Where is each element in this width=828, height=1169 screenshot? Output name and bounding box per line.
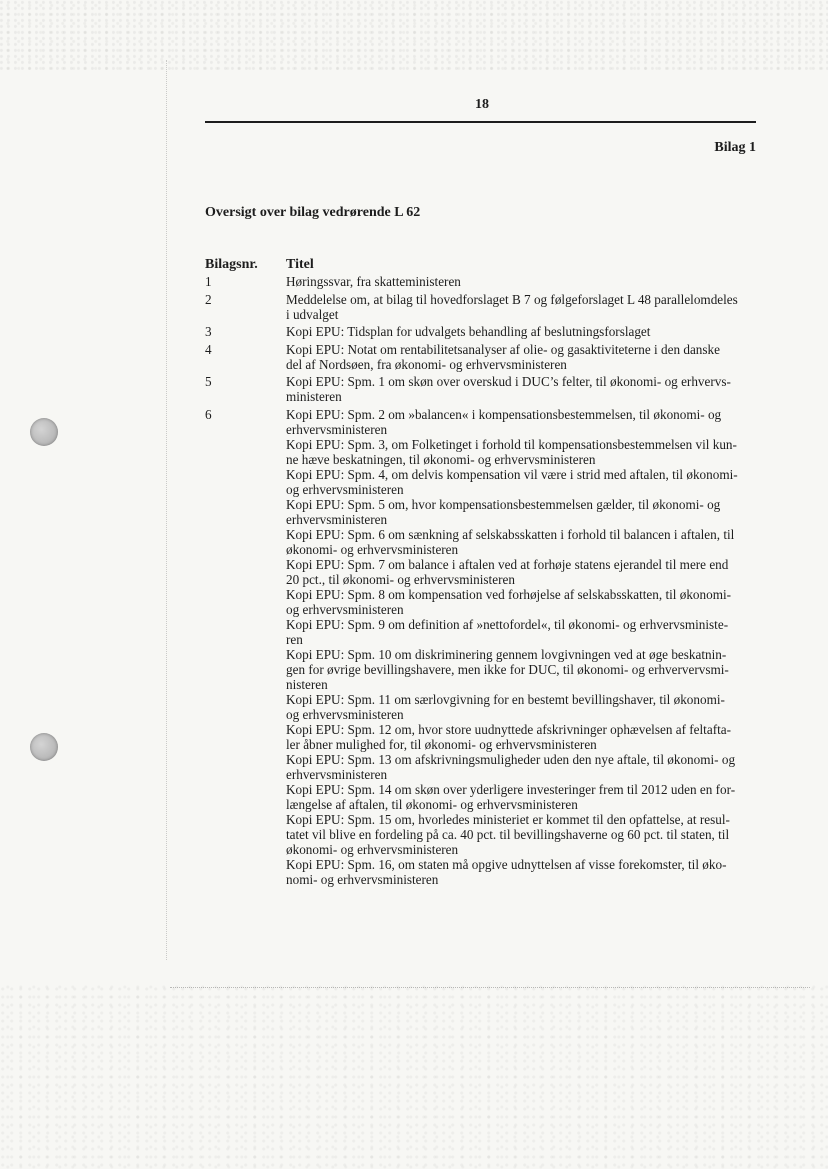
bilag-number <box>205 557 286 572</box>
scan-noise-bottom <box>0 985 828 1169</box>
bilag-number <box>205 872 286 887</box>
bilag-title-line: erhvervsministeren <box>286 766 388 782</box>
bilag-number <box>205 482 286 497</box>
bilag-number <box>205 357 286 372</box>
bilag-title-line: Kopi EPU: Spm. 12 om, hvor store uudnyttede afskrivninger ophævelsen af feltafta- <box>286 721 731 737</box>
bilag-title-line: Kopi EPU: Spm. 1 om skøn over overskud i DUC’s felter, til økonomi- og erhvervs- <box>286 374 731 389</box>
bilag-number: 3 <box>205 324 212 339</box>
bilag-number <box>205 857 286 872</box>
bilag-number <box>205 752 286 767</box>
list-item <box>205 512 758 527</box>
list-item <box>205 587 758 602</box>
bilag-title-line: Kopi EPU: Spm. 6 om sænkning af selskabsskatten i forhold til balancen i aftalen, til <box>286 526 735 542</box>
bilag-title-line: Meddelelse om, at bilag til hovedforslaget B 7 og følgeforslaget L 48 parallelomdeles <box>286 291 738 307</box>
bilag-title-line: Kopi EPU: Spm. 16, om staten må opgive udnyttelsen af visse forekomster, til øko- <box>286 856 727 872</box>
bilag-title-line: Høringssvar, fra skatteministeren <box>286 274 461 289</box>
bilag-number <box>205 632 286 647</box>
header-rule <box>205 121 756 123</box>
list-item <box>205 324 758 339</box>
list-item <box>205 437 758 452</box>
bilag-number <box>205 572 286 587</box>
list-item <box>205 632 758 647</box>
bilag-title-line: Kopi EPU: Spm. 9 om definition af »nettofordel«, til økonomi- og erhvervsministe- <box>286 616 729 632</box>
bilag-number <box>205 527 286 542</box>
bilag-number <box>205 307 286 322</box>
bilag-title-line: erhvervsministeren <box>286 511 388 527</box>
bilag-number <box>205 797 286 812</box>
column-header-title: Titel <box>286 257 314 272</box>
bilag-title-line: Kopi EPU: Spm. 8 om kompensation ved forhøjelse af selskabsskatten, til økonomi- <box>286 586 732 602</box>
bilag-label: Bilag 1 <box>714 140 756 155</box>
list-item <box>205 707 758 722</box>
list-item <box>205 482 758 497</box>
bilag-title-line: Kopi EPU: Spm. 7 om balance i aftalen ved at forhøje statens ejerandel til mere end <box>286 556 729 572</box>
bilag-title-line: del af Nordsøen, fra økonomi- og erhvervsministeren <box>286 356 567 372</box>
bilag-number <box>205 389 286 404</box>
list-item <box>205 407 758 422</box>
bilag-title-line: Kopi EPU: Spm. 14 om skøn over yderligere investeringer frem til 2012 uden en for- <box>286 781 736 797</box>
bilag-number <box>205 737 286 752</box>
bilag-title-line: i udvalget <box>286 306 339 322</box>
bilag-title-line: Kopi EPU: Spm. 2 om »balancen« i kompensationsbestemmelsen, til økonomi- og <box>286 406 722 422</box>
bilag-title-line: Kopi EPU: Tidsplan for udvalgets behandling af beslutningsforslaget <box>286 324 651 339</box>
scan-margin-line <box>166 60 167 960</box>
bilag-title-line: tatet vil blive en fordeling på ca. 40 pct. til bevillingshaverne og 60 pct. til staten, til <box>286 826 730 842</box>
list-item <box>205 389 758 404</box>
bilag-list <box>205 274 758 887</box>
column-header-number: Bilagsnr. <box>205 257 258 272</box>
bilag-number <box>205 452 286 467</box>
bilag-number <box>205 497 286 512</box>
list-item <box>205 857 758 872</box>
bilag-title-line: Kopi EPU: Spm. 4, om delvis kompensation vil være i strid med aftalen, til økonomi- <box>286 466 738 482</box>
bilag-title-line: nisteren <box>286 676 328 692</box>
bilag-number <box>205 842 286 857</box>
bilag-number <box>205 692 286 707</box>
list-item <box>205 542 758 557</box>
list-item <box>205 342 758 357</box>
list-item <box>205 572 758 587</box>
bilag-number <box>205 602 286 617</box>
bilag-title-line: Kopi EPU: Notat om rentabilitetsanalyser af olie- og gasaktiviteterne i den danske <box>286 341 720 357</box>
bilag-number <box>205 722 286 737</box>
bilag-title-line: Kopi EPU: Spm. 5 om, hvor kompensationsbestemmelsen gælder, til økonomi- og <box>286 496 721 512</box>
list-item <box>205 307 758 322</box>
bilag-number <box>205 707 286 722</box>
bilag-number <box>205 587 286 602</box>
punch-hole-lower <box>30 733 58 761</box>
bilag-number: 5 <box>205 374 212 389</box>
list-item <box>205 797 758 812</box>
bilag-title-line: Kopi EPU: Spm. 13 om afskrivningsmuligheder uden den nye aftale, til økonomi- og <box>286 751 736 767</box>
list-item <box>205 292 758 307</box>
bilag-number <box>205 467 286 482</box>
scan-noise-top <box>0 0 828 70</box>
list-item <box>205 497 758 512</box>
list-item <box>205 767 758 782</box>
list-item <box>205 617 758 632</box>
bilag-number <box>205 617 286 632</box>
bilag-title-line: ren <box>286 631 303 647</box>
list-item <box>205 842 758 857</box>
bilag-title-line: Kopi EPU: Spm. 15 om, hvorledes ministeriet er kommet til den opfattelse, at resul- <box>286 811 730 827</box>
list-item <box>205 422 758 437</box>
list-item <box>205 467 758 482</box>
list-item <box>205 677 758 692</box>
list-item <box>205 872 758 887</box>
list-item <box>205 752 758 767</box>
bilag-title-line: økonomi- og erhvervsministeren <box>286 841 459 857</box>
bilag-number: 6 <box>205 406 212 422</box>
list-item <box>205 452 758 467</box>
bilag-number: 4 <box>205 341 212 357</box>
list-item <box>205 527 758 542</box>
bilag-number <box>205 827 286 842</box>
bilag-title-line: erhvervsministeren <box>286 421 388 437</box>
bilag-title-line: 20 pct., til økonomi- og erhvervsministeren <box>286 571 515 587</box>
bilag-title-line: længelse af aftalen, til økonomi- og erhvervsministeren <box>286 796 578 812</box>
punch-hole-upper <box>30 418 58 446</box>
list-item <box>205 737 758 752</box>
list-item <box>205 827 758 842</box>
bilag-number: 2 <box>205 291 212 307</box>
bilag-title-line: og erhvervsministeren <box>286 481 404 497</box>
bilag-number <box>205 767 286 782</box>
bilag-number <box>205 677 286 692</box>
bilag-title-line: økonomi- og erhvervsministeren <box>286 541 459 557</box>
document-heading: Oversigt over bilag vedrørende L 62 <box>205 205 421 220</box>
bilag-number <box>205 437 286 452</box>
list-item <box>205 357 758 372</box>
bilag-number <box>205 812 286 827</box>
bilag-title-line: ler åbner mulighed for, til økonomi- og erhvervsministeren <box>286 736 597 752</box>
bilag-number <box>205 512 286 527</box>
bilag-title-line: nomi- og erhvervsministeren <box>286 871 439 887</box>
bilag-title-line: og erhvervsministeren <box>286 706 404 722</box>
list-item <box>205 692 758 707</box>
bilag-number <box>205 542 286 557</box>
list-item <box>205 602 758 617</box>
list-item <box>205 662 758 677</box>
list-item <box>205 274 758 289</box>
bilag-title-line: Kopi EPU: Spm. 11 om særlovgivning for en bestemt bevillingshaver, til økonomi- <box>286 691 725 707</box>
list-item <box>205 782 758 797</box>
bilag-title-line: Kopi EPU: Spm. 10 om diskriminering gennem lovgivningen ved at øge beskatnin- <box>286 646 727 662</box>
list-item <box>205 374 758 389</box>
list-item <box>205 812 758 827</box>
bilag-number <box>205 647 286 662</box>
list-item <box>205 647 758 662</box>
bilag-title-line: gen for øvrige bevillingshavere, men ikke for DUC, til økonomi- og erhververvsmi- <box>286 661 729 677</box>
page-number: 18 <box>475 97 489 112</box>
bilag-number <box>205 782 286 797</box>
bilag-title-line: ministeren <box>286 389 342 404</box>
bilag-title-line: Kopi EPU: Spm. 3, om Folketinget i forhold til kompensationsbestemmelsen vil kun- <box>286 436 737 452</box>
bilag-number: 1 <box>205 274 212 289</box>
bilag-title-line: ne hæve beskatningen, til økonomi- og erhvervsministeren <box>286 451 596 467</box>
scan-bottom-line <box>170 987 810 988</box>
list-item <box>205 722 758 737</box>
bilag-title-line: og erhvervsministeren <box>286 601 404 617</box>
bilag-number <box>205 662 286 677</box>
list-item <box>205 557 758 572</box>
bilag-number <box>205 422 286 437</box>
